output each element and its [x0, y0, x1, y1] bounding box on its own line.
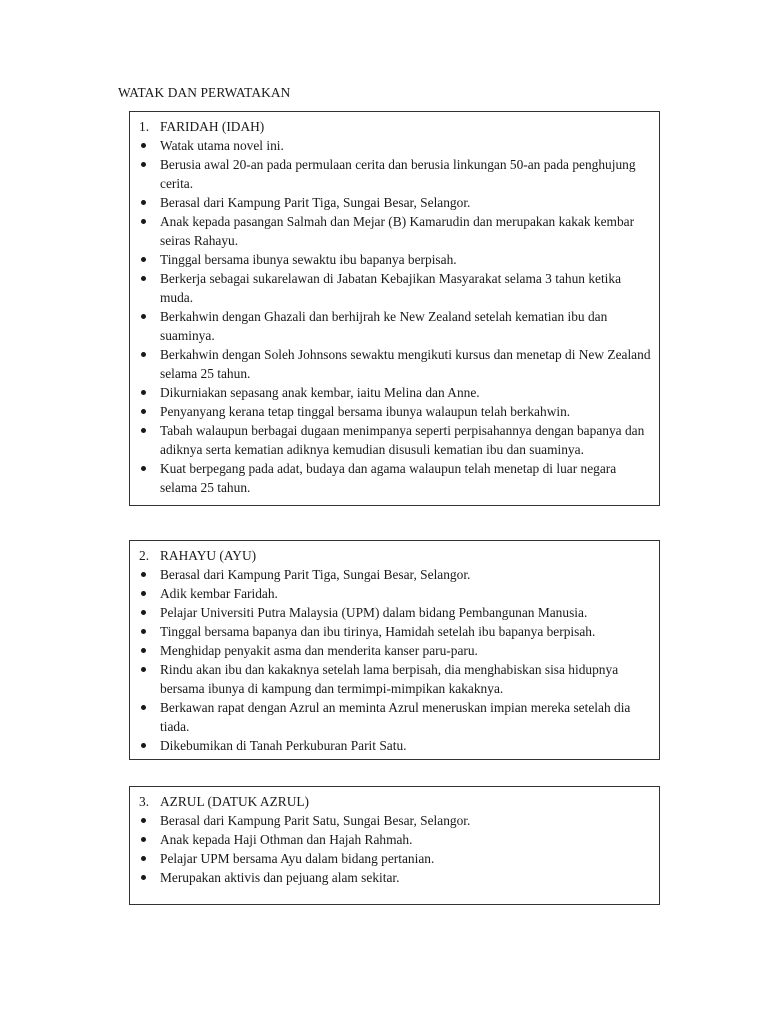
bullet-icon [139, 830, 160, 849]
character-name: AZRUL (DATUK AZRUL) [160, 794, 310, 809]
list-item: Tinggal bersama ibunya sewaktu ibu bapanya berpisah. [139, 250, 651, 269]
list-item: Berasal dari Kampung Parit Satu, Sungai Besar, Selangor. [139, 811, 651, 830]
bullet-icon [139, 698, 160, 736]
trait-list [139, 811, 651, 887]
bullet-icon [139, 307, 160, 345]
list-item: Berusia awal 20-an pada permulaan cerita dan berusia linkungan 50-an pada penghujung cerita. [139, 155, 651, 193]
bullet-icon [139, 849, 160, 868]
list-item: Kuat berpegang pada adat, budaya dan agama walaupun telah menetap di luar negara selama 25 tahun. [139, 459, 651, 497]
bullet-icon [139, 383, 160, 402]
bullet-icon [139, 212, 160, 250]
section-heading [139, 546, 651, 565]
document-title: WATAK DAN PERWATAKAN [118, 85, 291, 100]
list-item: Dikurniakan sepasang anak kembar, iaitu Melina dan Anne. [139, 383, 651, 402]
list-item: Pelajar Universiti Putra Malaysia (UPM) dalam bidang Pembangunan Manusia. [139, 603, 651, 622]
character-box-faridah [129, 111, 660, 506]
bullet-icon [139, 736, 160, 755]
list-item: Tinggal bersama bapanya dan ibu tirinya, Hamidah setelah ibu bapanya berpisah. [139, 622, 651, 641]
list-item: Anak kepada pasangan Salmah dan Mejar (B) Kamarudin dan merupakan kakak kembar seiras Rahayu. [139, 212, 651, 250]
character-name: FARIDAH (IDAH) [160, 119, 265, 134]
list-item: Berasal dari Kampung Parit Tiga, Sungai Besar, Selangor. [139, 565, 651, 584]
bullet-icon [139, 811, 160, 830]
list-item: Anak kepada Haji Othman dan Hajah Rahmah. [139, 830, 651, 849]
bullet-icon [139, 660, 160, 698]
bullet-icon [139, 565, 160, 584]
trait-list [139, 565, 651, 755]
section-number: 3. [139, 794, 150, 809]
section-number: 2. [139, 548, 150, 563]
bullet-icon [139, 250, 160, 269]
list-item: Merupakan aktivis dan pejuang alam sekitar. [139, 868, 651, 887]
bullet-icon [139, 584, 160, 603]
bullet-icon [139, 155, 160, 193]
bullet-icon [139, 193, 160, 212]
list-item: Penyanyang kerana tetap tinggal bersama ibunya walaupun telah berkahwin. [139, 402, 651, 421]
bullet-icon [139, 345, 160, 383]
section-number: 1. [139, 119, 150, 134]
list-item: Menghidap penyakit asma dan menderita kanser paru-paru. [139, 641, 651, 660]
list-item: Rindu akan ibu dan kakaknya setelah lama berpisah, dia menghabiskan sisa hidupnya bersama ibunya di kampung dan termimpi-mimpikan kakaknya. [139, 660, 651, 698]
list-item: Berkawan rapat dengan Azrul an meminta Azrul meneruskan impian mereka setelah dia tiada. [139, 698, 651, 736]
section-heading [139, 792, 651, 811]
list-item: Berkahwin dengan Ghazali dan berhijrah ke New Zealand setelah kematian ibu dan suaminya. [139, 307, 651, 345]
section-heading [139, 117, 651, 136]
list-item: Berkerja sebagai sukarelawan di Jabatan Kebajikan Masyarakat selama 3 tahun ketika muda. [139, 269, 651, 307]
character-box-azrul [129, 786, 660, 905]
bullet-icon [139, 641, 160, 660]
character-box-rahayu [129, 540, 660, 760]
bullet-icon [139, 421, 160, 459]
list-item: Dikebumikan di Tanah Perkuburan Parit Satu. [139, 736, 651, 755]
list-item: Pelajar UPM bersama Ayu dalam bidang pertanian. [139, 849, 651, 868]
trait-list [139, 136, 651, 497]
bullet-icon [139, 402, 160, 421]
list-item: Berkahwin dengan Soleh Johnsons sewaktu mengikuti kursus dan menetap di New Zealand selama 25 tahun. [139, 345, 651, 383]
bullet-icon [139, 136, 160, 155]
list-item: Adik kembar Faridah. [139, 584, 651, 603]
bullet-icon [139, 459, 160, 497]
bullet-icon [139, 603, 160, 622]
list-item: Watak utama novel ini. [139, 136, 651, 155]
list-item: Berasal dari Kampung Parit Tiga, Sungai Besar, Selangor. [139, 193, 651, 212]
bullet-icon [139, 868, 160, 887]
bullet-icon [139, 269, 160, 307]
character-name: RAHAYU (AYU) [160, 548, 257, 563]
bullet-icon [139, 622, 160, 641]
list-item: Tabah walaupun berbagai dugaan menimpanya seperti perpisahannya dengan bapanya dan adiknya serta kematian adiknya kemudian disusuli kematian ibu dan suaminya. [139, 421, 651, 459]
